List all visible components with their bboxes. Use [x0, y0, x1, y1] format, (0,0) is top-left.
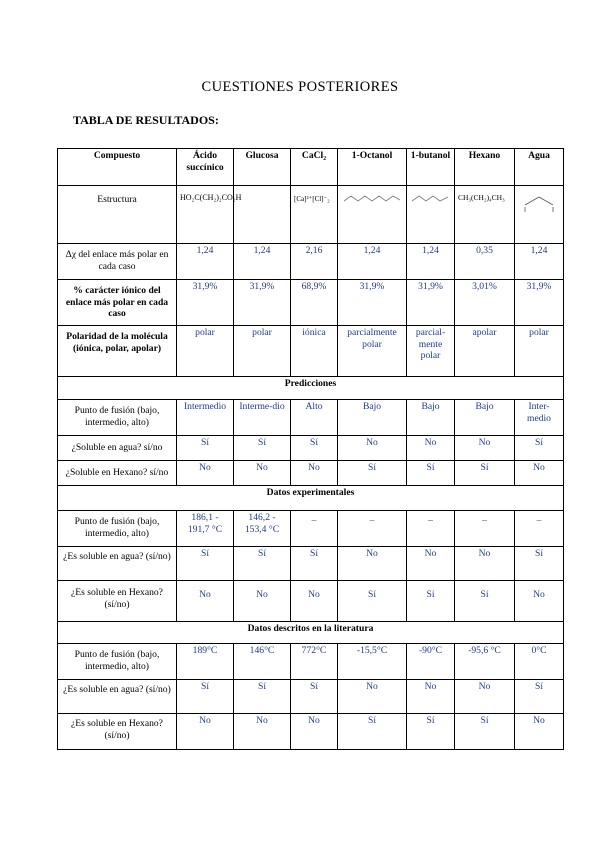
ionic-pct-value: 68,9%	[291, 280, 338, 326]
structure-hexane	[455, 186, 515, 244]
ionic-character-row	[58, 280, 564, 326]
experimental-water-value: No	[407, 547, 455, 581]
delta-chi-value: 1,24	[515, 244, 564, 280]
page-title: CUESTIONES POSTERIORES	[201, 79, 399, 95]
literature-melting-row	[58, 644, 564, 680]
predictions-hexane-row	[58, 461, 564, 486]
delta-chi-value: 0,35	[455, 244, 515, 280]
results-table	[57, 148, 564, 750]
literature-hexane-value: Sí	[455, 714, 515, 750]
literature-melting-value: 772°C	[291, 644, 338, 680]
literature-melting-value: -90°C	[407, 644, 455, 680]
literature-hexane-value: No	[291, 714, 338, 750]
experimental-melting-value: _	[455, 511, 515, 547]
literature-hexane-row	[58, 714, 564, 750]
experimental-melting-value: 186,1 - 191,7 °C	[177, 511, 234, 547]
structure-succinic	[177, 186, 242, 244]
structure-cacl2	[291, 186, 338, 244]
predictions-water-row	[58, 436, 564, 461]
row-label-polarity: Polaridad de la molécula (iónica, polar, apolar)	[58, 326, 177, 377]
literature-water-value: No	[455, 680, 515, 714]
prediction-melting-value: Alto	[291, 400, 338, 436]
prediction-hexane-value: No	[234, 461, 291, 486]
prediction-hexane-value: Sí	[338, 461, 407, 486]
experimental-hexane-row	[58, 581, 564, 622]
experimental-melting-value: _	[407, 511, 455, 547]
header-hexano: Hexano	[455, 149, 515, 186]
row-label-water: ¿Es soluble en agua? (sí/no)	[58, 547, 177, 581]
literature-melting-value: 189°C	[177, 644, 234, 680]
polarity-value: polar	[234, 326, 291, 377]
experimental-melting-value: 146,2 - 153,4 °C	[234, 511, 291, 547]
octanol-skeletal-formula	[342, 191, 402, 205]
experimental-melting-value: _	[291, 511, 338, 547]
prediction-water-value: Sí	[234, 436, 291, 461]
structure-butanol	[407, 186, 455, 244]
row-label-melting: Punto de fusión (bajo, intermedio, alto)	[58, 644, 177, 680]
experimental-hexane-value: No	[177, 581, 234, 622]
prediction-water-value: No	[407, 436, 455, 461]
structure-hexane-formula: CH₃(CH₂)₄CH₃	[458, 193, 505, 202]
literature-water-value: Sí	[234, 680, 291, 714]
section-row-experimental	[58, 486, 564, 511]
polarity-value: parcialmente polar	[338, 326, 407, 377]
polarity-value: apolar	[455, 326, 515, 377]
prediction-water-value: Sí	[291, 436, 338, 461]
row-label-hexane: ¿Es soluble en Hexano? (sí/no)	[58, 581, 177, 622]
polarity-value: parcial-mente polar	[407, 326, 455, 377]
experimental-hexane-value: Sí	[338, 581, 407, 622]
experimental-water-value: Sí	[177, 547, 234, 581]
prediction-water-value: Sí	[515, 436, 564, 461]
structure-glucose	[234, 186, 291, 244]
prediction-hexane-value: Sí	[455, 461, 515, 486]
header-acido-succinico: Ácido succínico	[177, 149, 234, 186]
row-label-water: ¿Soluble en agua? sí/no	[58, 436, 177, 461]
ionic-pct-value: 31,9%	[177, 280, 234, 326]
experimental-water-value: No	[338, 547, 407, 581]
delta-chi-row	[58, 244, 564, 280]
polarity-value: iónica	[291, 326, 338, 377]
header-cacl2: CaCl₂	[291, 149, 338, 186]
header-glucosa: Glucosa	[234, 149, 291, 186]
literature-water-value: Sí	[291, 680, 338, 714]
polarity-value: polar	[177, 326, 234, 377]
experimental-melting-value: _	[515, 511, 564, 547]
literature-hexane-value: No	[234, 714, 291, 750]
literature-water-value: No	[338, 680, 407, 714]
structure-octanol	[338, 186, 407, 244]
prediction-melting-value: Bajo	[407, 400, 455, 436]
literature-hexane-value: No	[515, 714, 564, 750]
prediction-melting-value: Inter-medio	[515, 400, 564, 436]
polarity-value: polar	[515, 326, 564, 377]
butanol-skeletal-formula	[410, 191, 452, 205]
predictions-melting-row	[58, 400, 564, 436]
experimental-water-value: No	[455, 547, 515, 581]
prediction-melting-value: Interme-dio	[234, 400, 291, 436]
prediction-hexane-value: No	[291, 461, 338, 486]
experimental-water-value: Sí	[515, 547, 564, 581]
prediction-hexane-value: No	[177, 461, 234, 486]
literature-water-value: Sí	[515, 680, 564, 714]
experimental-hexane-value: No	[515, 581, 564, 622]
literature-hexane-value: Sí	[407, 714, 455, 750]
delta-chi-value: 1,24	[338, 244, 407, 280]
row-label-melting: Punto de fusión (bajo, intermedio, alto)	[58, 400, 177, 436]
header-agua: Agua	[515, 149, 564, 186]
section-title-literature: Datos descritos en la literatura	[58, 622, 564, 644]
ionic-pct-value: 31,9%	[407, 280, 455, 326]
prediction-melting-value: Bajo	[455, 400, 515, 436]
header-compuesto: Compuesto	[58, 149, 177, 186]
delta-chi-value: 1,24	[177, 244, 234, 280]
experimental-melting-value: _	[338, 511, 407, 547]
literature-melting-value: 146°C	[234, 644, 291, 680]
header-row	[58, 149, 564, 186]
prediction-melting-value: Intermedio	[177, 400, 234, 436]
experimental-hexane-value: No	[234, 581, 291, 622]
row-label-delta-chi: Δχ del enlace más polar en cada caso	[58, 244, 177, 280]
row-label-hexane: ¿Es soluble en Hexano? (sí/no)	[58, 714, 177, 750]
section-row-literature	[58, 622, 564, 644]
delta-chi-value: 1,24	[407, 244, 455, 280]
literature-melting-value: 0°C	[515, 644, 564, 680]
experimental-water-row	[58, 547, 564, 581]
experimental-hexane-value: Sí	[455, 581, 515, 622]
ionic-pct-value: 3,01%	[455, 280, 515, 326]
literature-water-value: No	[407, 680, 455, 714]
water-structure-drawing	[519, 191, 559, 213]
experimental-water-value: Sí	[291, 547, 338, 581]
row-label-estructura: Estructura	[58, 186, 177, 244]
row-label-melting: Punto de fusión (bajo, intermedio, alto)	[58, 511, 177, 547]
prediction-water-value: No	[455, 436, 515, 461]
literature-water-row	[58, 680, 564, 714]
header-1-butanol: 1-butanol	[407, 149, 455, 186]
section-row-predictions	[58, 377, 564, 400]
ionic-pct-value: 31,9%	[515, 280, 564, 326]
literature-melting-value: -15,5°C	[338, 644, 407, 680]
literature-hexane-value: Sí	[338, 714, 407, 750]
structure-cacl2-formula: [Ca]²⁺[Cl]⁻₂	[294, 195, 330, 203]
prediction-hexane-value: No	[515, 461, 564, 486]
experimental-hexane-value: Sí	[407, 581, 455, 622]
experimental-water-value: Sí	[234, 547, 291, 581]
literature-hexane-value: No	[177, 714, 234, 750]
structure-row	[58, 186, 564, 244]
prediction-water-value: Sí	[177, 436, 234, 461]
literature-water-value: Sí	[177, 680, 234, 714]
delta-chi-value: 2,16	[291, 244, 338, 280]
table-subtitle: TABLA DE RESULTADOS:	[73, 113, 219, 127]
experimental-melting-row	[58, 511, 564, 547]
prediction-hexane-value: Sí	[407, 461, 455, 486]
structure-succinic-formula: HO₂C(CH₂)₂CO₂H	[180, 193, 242, 202]
experimental-hexane-value: No	[291, 581, 338, 622]
delta-chi-value: 1,24	[234, 244, 291, 280]
row-label-water: ¿Es soluble en agua? (sí/no)	[58, 680, 177, 714]
ionic-pct-value: 31,9%	[234, 280, 291, 326]
header-1-octanol: 1-Octanol	[338, 149, 407, 186]
row-label-hexane: ¿Soluble en Hexano? sí/no	[58, 461, 177, 486]
prediction-melting-value: Bajo	[338, 400, 407, 436]
structure-water	[515, 186, 564, 244]
polarity-row	[58, 326, 564, 377]
prediction-water-value: No	[338, 436, 407, 461]
ionic-pct-value: 31,9%	[338, 280, 407, 326]
section-title-experimental: Datos experimentales	[58, 486, 564, 511]
row-label-ionic-character: % carácter iónico del enlace más polar en cada caso	[58, 280, 177, 326]
section-title-predictions: Predicciones	[58, 377, 564, 400]
literature-melting-value: -95,6 °C	[455, 644, 515, 680]
